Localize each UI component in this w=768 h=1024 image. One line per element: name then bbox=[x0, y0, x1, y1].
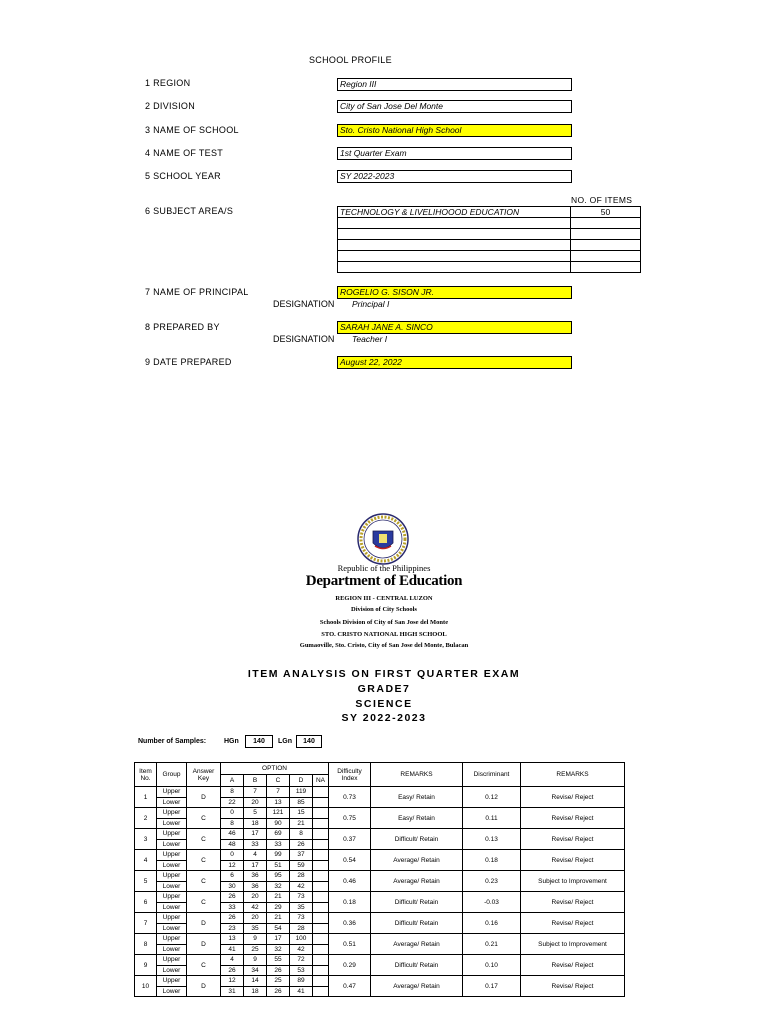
discriminant-remarks-cell: Revise/ Reject bbox=[521, 787, 625, 808]
header-option: OPTION bbox=[221, 763, 329, 775]
upper-option-d-cell: 37 bbox=[290, 850, 313, 861]
table-row bbox=[135, 976, 625, 987]
discriminant-cell: 0.17 bbox=[463, 976, 521, 997]
upper-option-a-cell: 46 bbox=[221, 829, 244, 840]
discriminant-remarks-cell: Revise/ Reject bbox=[521, 913, 625, 934]
answer-key-cell: C bbox=[187, 871, 221, 892]
item-number-cell: 7 bbox=[135, 913, 157, 934]
upper-option-a-cell: 4 bbox=[221, 955, 244, 966]
group-lower-cell: Lower bbox=[157, 965, 187, 976]
group-upper-cell: Upper bbox=[157, 787, 187, 798]
group-lower-cell: Lower bbox=[157, 860, 187, 871]
lower-option-a-cell: 30 bbox=[221, 881, 244, 892]
table-row bbox=[135, 934, 625, 945]
group-upper-cell: Upper bbox=[157, 976, 187, 987]
lower-option-a-cell: 48 bbox=[221, 839, 244, 850]
discriminant-remarks-cell: Revise/ Reject bbox=[521, 850, 625, 871]
table-row bbox=[135, 871, 625, 882]
upper-option-c-cell: 17 bbox=[267, 934, 290, 945]
difficulty-remarks-cell: Average/ Retain bbox=[371, 934, 463, 955]
difficulty-index-cell: 0.54 bbox=[329, 850, 371, 871]
letterhead-region: REGION III - CENTRAL LUZON bbox=[335, 595, 433, 602]
lower-option-a-cell: 26 bbox=[221, 965, 244, 976]
upper-option-c-cell: 21 bbox=[267, 892, 290, 903]
upper-option-d-cell: 15 bbox=[290, 808, 313, 819]
analysis-title: ITEM ANALYSIS ON FIRST QUARTER EXAM bbox=[247, 668, 521, 680]
upper-option-c-cell: 121 bbox=[267, 808, 290, 819]
upper-option-a-cell: 6 bbox=[221, 871, 244, 882]
discriminant-cell: 0.18 bbox=[463, 850, 521, 871]
upper-option-c-cell: 25 bbox=[267, 976, 290, 987]
analysis-grade: GRADE7 bbox=[357, 683, 411, 695]
letterhead-republic: Republic of the Philippines bbox=[337, 563, 431, 573]
lower-option-d-cell: 42 bbox=[290, 944, 313, 955]
upper-option-c-cell: 95 bbox=[267, 871, 290, 882]
principal-field: ROGELIO G. SISON JR. bbox=[337, 286, 572, 299]
discriminant-remarks-cell: Revise/ Reject bbox=[521, 976, 625, 997]
item-number-cell: 2 bbox=[135, 808, 157, 829]
year-label: 5 SCHOOL YEAR bbox=[145, 171, 221, 181]
difficulty-remarks-cell: Average/ Retain bbox=[371, 871, 463, 892]
hgn-value: 140 bbox=[245, 735, 273, 748]
lower-option-a-cell: 8 bbox=[221, 818, 244, 829]
upper-option-d-cell: 89 bbox=[290, 976, 313, 987]
lower-option-a-cell: 12 bbox=[221, 860, 244, 871]
discriminant-remarks-cell: Revise/ Reject bbox=[521, 955, 625, 976]
upper-option-na-cell bbox=[313, 829, 329, 840]
item-number-cell: 6 bbox=[135, 892, 157, 913]
lower-option-d-cell: 42 bbox=[290, 881, 313, 892]
difficulty-remarks-cell: Average/ Retain bbox=[371, 850, 463, 871]
upper-option-a-cell: 26 bbox=[221, 892, 244, 903]
upper-option-b-cell: 7 bbox=[244, 787, 267, 798]
upper-option-na-cell bbox=[313, 850, 329, 861]
group-lower-cell: Lower bbox=[157, 923, 187, 934]
group-upper-cell: Upper bbox=[157, 892, 187, 903]
item-number-cell: 8 bbox=[135, 934, 157, 955]
upper-option-a-cell: 12 bbox=[221, 976, 244, 987]
upper-option-c-cell: 55 bbox=[267, 955, 290, 966]
lower-option-b-cell: 20 bbox=[244, 797, 267, 808]
region-label: 1 REGION bbox=[145, 78, 191, 88]
table-row bbox=[135, 787, 625, 798]
difficulty-remarks-cell: Average/ Retain bbox=[371, 976, 463, 997]
upper-option-c-cell: 69 bbox=[267, 829, 290, 840]
discriminant-cell: -0.03 bbox=[463, 892, 521, 913]
difficulty-index-cell: 0.37 bbox=[329, 829, 371, 850]
upper-option-na-cell bbox=[313, 934, 329, 945]
table-row bbox=[135, 913, 625, 924]
lower-option-b-cell: 34 bbox=[244, 965, 267, 976]
item-number-cell: 3 bbox=[135, 829, 157, 850]
region-field: Region III bbox=[337, 78, 572, 91]
test-field: 1st Quarter Exam bbox=[337, 147, 572, 160]
table-row bbox=[135, 850, 625, 861]
principal-label: 7 NAME OF PRINCIPAL bbox=[145, 287, 249, 297]
discriminant-cell: 0.16 bbox=[463, 913, 521, 934]
item-number-cell: 1 bbox=[135, 787, 157, 808]
samples-label: Number of Samples: bbox=[138, 738, 207, 745]
letterhead-division: Division of City Schools bbox=[351, 606, 417, 613]
lower-option-c-cell: 90 bbox=[267, 818, 290, 829]
lower-option-a-cell: 22 bbox=[221, 797, 244, 808]
lower-option-d-cell: 41 bbox=[290, 986, 313, 997]
lower-option-a-cell: 41 bbox=[221, 944, 244, 955]
upper-option-a-cell: 8 bbox=[221, 787, 244, 798]
upper-option-a-cell: 13 bbox=[221, 934, 244, 945]
items-cell: 50 bbox=[571, 207, 641, 218]
lower-option-c-cell: 33 bbox=[267, 839, 290, 850]
lower-option-na-cell bbox=[313, 923, 329, 934]
header-discriminant: Discriminant bbox=[463, 763, 521, 787]
lower-option-na-cell bbox=[313, 818, 329, 829]
upper-option-na-cell bbox=[313, 955, 329, 966]
items-header: NO. OF ITEMS bbox=[571, 195, 633, 205]
upper-option-b-cell: 9 bbox=[244, 955, 267, 966]
header-option-d: D bbox=[290, 775, 313, 787]
prepared-label: 8 PREPARED BY bbox=[145, 322, 220, 332]
group-lower-cell: Lower bbox=[157, 797, 187, 808]
lower-option-d-cell: 35 bbox=[290, 902, 313, 913]
lower-option-a-cell: 23 bbox=[221, 923, 244, 934]
item-number-cell: 9 bbox=[135, 955, 157, 976]
group-upper-cell: Upper bbox=[157, 934, 187, 945]
group-lower-cell: Lower bbox=[157, 902, 187, 913]
answer-key-cell: C bbox=[187, 892, 221, 913]
header-option-c: C bbox=[267, 775, 290, 787]
lgn-label: LGn bbox=[278, 738, 292, 745]
lower-option-b-cell: 18 bbox=[244, 818, 267, 829]
subject-row bbox=[338, 251, 641, 262]
upper-option-b-cell: 9 bbox=[244, 934, 267, 945]
date-label: 9 DATE PREPARED bbox=[145, 357, 232, 367]
upper-option-na-cell bbox=[313, 871, 329, 882]
lower-option-na-cell bbox=[313, 902, 329, 913]
upper-option-d-cell: 72 bbox=[290, 955, 313, 966]
subject-label: 6 SUBJECT AREA/S bbox=[145, 206, 234, 216]
lower-option-b-cell: 35 bbox=[244, 923, 267, 934]
lower-option-na-cell bbox=[313, 860, 329, 871]
lower-option-c-cell: 51 bbox=[267, 860, 290, 871]
upper-option-c-cell: 99 bbox=[267, 850, 290, 861]
upper-option-b-cell: 36 bbox=[244, 871, 267, 882]
table-header-row bbox=[135, 763, 625, 775]
lower-option-b-cell: 17 bbox=[244, 860, 267, 871]
discriminant-remarks-cell: Subject to Improvement bbox=[521, 871, 625, 892]
lower-option-d-cell: 53 bbox=[290, 965, 313, 976]
school-label: 3 NAME OF SCHOOL bbox=[145, 125, 239, 135]
lower-option-c-cell: 26 bbox=[267, 965, 290, 976]
date-field: August 22, 2022 bbox=[337, 356, 572, 369]
subject-table bbox=[337, 206, 641, 273]
group-upper-cell: Upper bbox=[157, 871, 187, 882]
difficulty-remarks-cell: Difficult/ Retain bbox=[371, 892, 463, 913]
lower-option-b-cell: 25 bbox=[244, 944, 267, 955]
lower-option-d-cell: 85 bbox=[290, 797, 313, 808]
upper-option-d-cell: 100 bbox=[290, 934, 313, 945]
subject-cell: TECHNOLOGY & LIVELIHOOOD EDUCATION bbox=[338, 207, 571, 218]
discriminant-cell: 0.10 bbox=[463, 955, 521, 976]
lower-option-na-cell bbox=[313, 965, 329, 976]
lower-option-d-cell: 28 bbox=[290, 923, 313, 934]
upper-option-a-cell: 0 bbox=[221, 850, 244, 861]
discriminant-remarks-cell: Subject to Improvement bbox=[521, 934, 625, 955]
upper-option-na-cell bbox=[313, 976, 329, 987]
lower-option-na-cell bbox=[313, 839, 329, 850]
test-label: 4 NAME OF TEST bbox=[145, 148, 224, 158]
lower-option-d-cell: 59 bbox=[290, 860, 313, 871]
lower-option-c-cell: 13 bbox=[267, 797, 290, 808]
upper-option-b-cell: 4 bbox=[244, 850, 267, 861]
table-row bbox=[135, 808, 625, 819]
discriminant-remarks-cell: Revise/ Reject bbox=[521, 829, 625, 850]
difficulty-remarks-cell: Easy/ Retain bbox=[371, 787, 463, 808]
prepared-designation-label: DESIGNATION bbox=[273, 334, 335, 344]
group-upper-cell: Upper bbox=[157, 829, 187, 840]
upper-option-d-cell: 119 bbox=[290, 787, 313, 798]
header-answer-key: Answer Key bbox=[187, 763, 221, 787]
group-lower-cell: Lower bbox=[157, 881, 187, 892]
letterhead-school: STO. CRISTO NATIONAL HIGH SCHOOL bbox=[321, 631, 447, 638]
group-lower-cell: Lower bbox=[157, 818, 187, 829]
division-field: City of San Jose Del Monte bbox=[337, 100, 572, 113]
header-option-b: B bbox=[244, 775, 267, 787]
answer-key-cell: C bbox=[187, 829, 221, 850]
lower-option-a-cell: 33 bbox=[221, 902, 244, 913]
upper-option-a-cell: 0 bbox=[221, 808, 244, 819]
header-group: Group bbox=[157, 763, 187, 787]
header-option-na: NA bbox=[313, 775, 329, 787]
upper-option-na-cell bbox=[313, 808, 329, 819]
letterhead-department: Department of Education bbox=[305, 573, 463, 589]
difficulty-index-cell: 0.36 bbox=[329, 913, 371, 934]
prepared-designation: Teacher I bbox=[352, 334, 388, 344]
upper-option-d-cell: 8 bbox=[290, 829, 313, 840]
lower-option-c-cell: 29 bbox=[267, 902, 290, 913]
item-number-cell: 4 bbox=[135, 850, 157, 871]
year-field: SY 2022-2023 bbox=[337, 170, 572, 183]
group-upper-cell: Upper bbox=[157, 913, 187, 924]
lower-option-b-cell: 36 bbox=[244, 881, 267, 892]
subject-row bbox=[338, 240, 641, 251]
upper-option-a-cell: 26 bbox=[221, 913, 244, 924]
group-upper-cell: Upper bbox=[157, 808, 187, 819]
difficulty-index-cell: 0.46 bbox=[329, 871, 371, 892]
lower-option-b-cell: 33 bbox=[244, 839, 267, 850]
subject-row bbox=[338, 262, 641, 273]
subject-row bbox=[338, 218, 641, 229]
upper-option-d-cell: 28 bbox=[290, 871, 313, 882]
subject-row bbox=[338, 229, 641, 240]
answer-key-cell: C bbox=[187, 808, 221, 829]
upper-option-b-cell: 17 bbox=[244, 829, 267, 840]
item-number-cell: 10 bbox=[135, 976, 157, 997]
difficulty-index-cell: 0.29 bbox=[329, 955, 371, 976]
upper-option-na-cell bbox=[313, 913, 329, 924]
hgn-label: HGn bbox=[224, 738, 239, 745]
deped-seal-icon bbox=[357, 513, 409, 565]
discriminant-cell: 0.11 bbox=[463, 808, 521, 829]
table-row bbox=[135, 955, 625, 966]
item-number-cell: 5 bbox=[135, 871, 157, 892]
difficulty-index-cell: 0.47 bbox=[329, 976, 371, 997]
analysis-subject: SCIENCE bbox=[355, 698, 413, 710]
upper-option-b-cell: 20 bbox=[244, 892, 267, 903]
discriminant-cell: 0.21 bbox=[463, 934, 521, 955]
difficulty-index-cell: 0.73 bbox=[329, 787, 371, 808]
discriminant-remarks-cell: Revise/ Reject bbox=[521, 808, 625, 829]
difficulty-remarks-cell: Difficult/ Retain bbox=[371, 829, 463, 850]
group-lower-cell: Lower bbox=[157, 944, 187, 955]
answer-key-cell: D bbox=[187, 934, 221, 955]
group-lower-cell: Lower bbox=[157, 839, 187, 850]
difficulty-index-cell: 0.51 bbox=[329, 934, 371, 955]
difficulty-index-cell: 0.18 bbox=[329, 892, 371, 913]
lower-option-b-cell: 18 bbox=[244, 986, 267, 997]
principal-designation: Principal I bbox=[352, 299, 390, 309]
answer-key-cell: C bbox=[187, 850, 221, 871]
header-item-no: Item No. bbox=[135, 763, 157, 787]
lower-option-d-cell: 26 bbox=[290, 839, 313, 850]
lower-option-na-cell bbox=[313, 797, 329, 808]
group-lower-cell: Lower bbox=[157, 986, 187, 997]
upper-option-b-cell: 20 bbox=[244, 913, 267, 924]
lower-option-c-cell: 26 bbox=[267, 986, 290, 997]
division-label: 2 DIVISION bbox=[145, 101, 196, 111]
lower-option-b-cell: 42 bbox=[244, 902, 267, 913]
upper-option-c-cell: 21 bbox=[267, 913, 290, 924]
letterhead-address: Gumaoville, Sto. Cristo, City of San Jose del Monte, Bulacan bbox=[299, 642, 469, 649]
upper-option-na-cell bbox=[313, 892, 329, 903]
lower-option-na-cell bbox=[313, 986, 329, 997]
header-option-a: A bbox=[221, 775, 244, 787]
group-upper-cell: Upper bbox=[157, 955, 187, 966]
difficulty-remarks-cell: Easy/ Retain bbox=[371, 808, 463, 829]
group-upper-cell: Upper bbox=[157, 850, 187, 861]
prepared-field: SARAH JANE A. SINCO bbox=[337, 321, 572, 334]
lower-option-c-cell: 54 bbox=[267, 923, 290, 934]
difficulty-index-cell: 0.75 bbox=[329, 808, 371, 829]
header-remarks-discriminant: REMARKS bbox=[521, 763, 625, 787]
lower-option-na-cell bbox=[313, 881, 329, 892]
lower-option-d-cell: 21 bbox=[290, 818, 313, 829]
answer-key-cell: C bbox=[187, 955, 221, 976]
discriminant-cell: 0.23 bbox=[463, 871, 521, 892]
lower-option-c-cell: 32 bbox=[267, 881, 290, 892]
lower-option-na-cell bbox=[313, 944, 329, 955]
upper-option-b-cell: 5 bbox=[244, 808, 267, 819]
upper-option-b-cell: 14 bbox=[244, 976, 267, 987]
answer-key-cell: D bbox=[187, 913, 221, 934]
difficulty-remarks-cell: Difficult/ Retain bbox=[371, 913, 463, 934]
subject-row bbox=[338, 207, 641, 218]
item-analysis-table bbox=[134, 762, 625, 997]
school-field: Sto. Cristo National High School bbox=[337, 124, 572, 137]
principal-designation-label: DESIGNATION bbox=[273, 299, 335, 309]
discriminant-remarks-cell: Revise/ Reject bbox=[521, 892, 625, 913]
answer-key-cell: D bbox=[187, 787, 221, 808]
discriminant-cell: 0.13 bbox=[463, 829, 521, 850]
header-difficulty: Difficulty Index bbox=[329, 763, 371, 787]
lower-option-a-cell: 31 bbox=[221, 986, 244, 997]
answer-key-cell: D bbox=[187, 976, 221, 997]
profile-heading: SCHOOL PROFILE bbox=[309, 55, 392, 65]
header-remarks-difficulty: REMARKS bbox=[371, 763, 463, 787]
difficulty-remarks-cell: Difficult/ Retain bbox=[371, 955, 463, 976]
lower-option-c-cell: 32 bbox=[267, 944, 290, 955]
upper-option-na-cell bbox=[313, 787, 329, 798]
table-row bbox=[135, 892, 625, 903]
lgn-value: 140 bbox=[296, 735, 322, 748]
analysis-year: SY 2022-2023 bbox=[341, 712, 427, 724]
table-row bbox=[135, 829, 625, 840]
discriminant-cell: 0.12 bbox=[463, 787, 521, 808]
upper-option-c-cell: 7 bbox=[267, 787, 290, 798]
letterhead-schools-division: Schools Division of City of San Jose del Monte bbox=[319, 619, 449, 626]
upper-option-d-cell: 73 bbox=[290, 913, 313, 924]
upper-option-d-cell: 73 bbox=[290, 892, 313, 903]
